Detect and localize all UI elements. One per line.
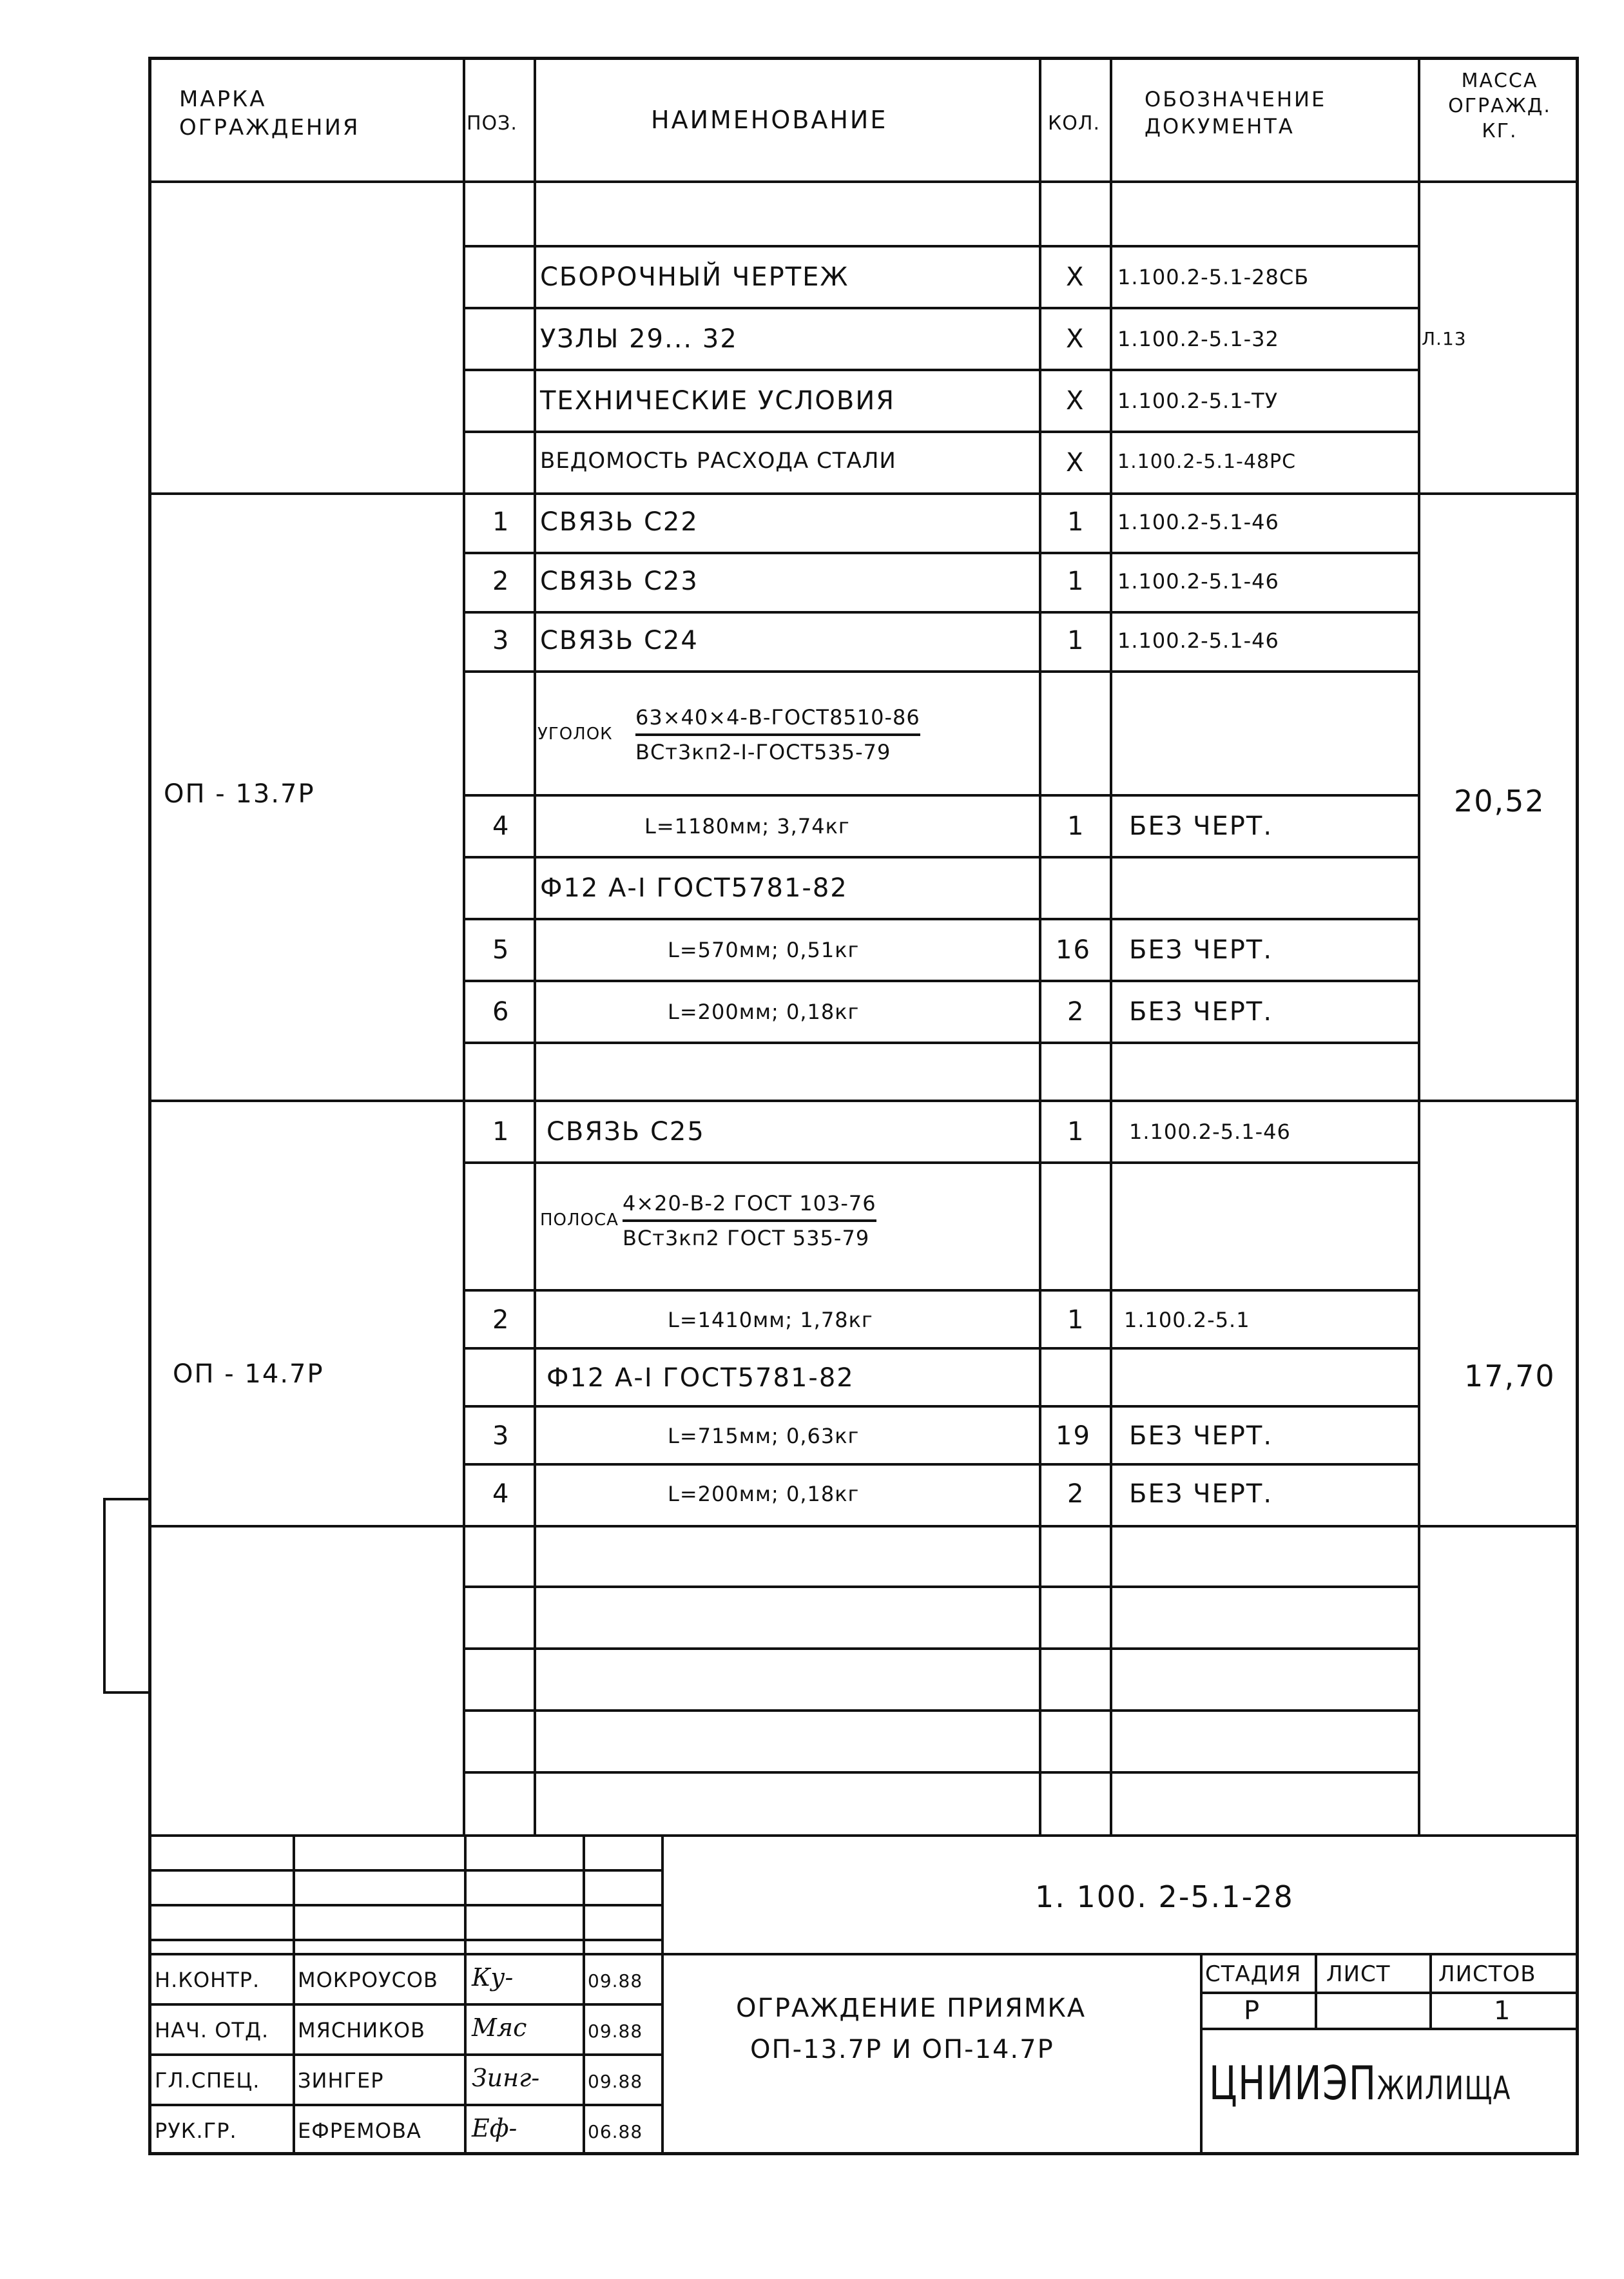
row-line — [463, 431, 1418, 433]
op137-row4-doc: БЕЗ ЧЕРТ. — [1129, 811, 1273, 841]
op147-row4-pos: 4 — [492, 1479, 510, 1509]
op147-row4-doc: БЕЗ ЧЕРТ. — [1129, 1479, 1273, 1509]
op137-row4-name: L=1180мм; 3,74кг — [644, 814, 850, 839]
tb-col-line — [1429, 1953, 1432, 2028]
person-role: ГЛ.СПЕЦ. — [155, 2068, 260, 2093]
stage-value: Р — [1244, 1996, 1261, 2026]
tb-col-line — [464, 1834, 467, 2155]
person-name: МОКРОУСОВ — [298, 1968, 438, 1992]
tb-col-line — [583, 1834, 585, 2155]
drawing-code: 1. 100. 2-5.1-28 — [1035, 1879, 1294, 1914]
general-doc-qty: Х — [1066, 262, 1085, 292]
section-line — [148, 1525, 1579, 1527]
tb-col-line — [1315, 1953, 1317, 2028]
person-role: Н.КОНТР. — [155, 1968, 260, 1992]
op147-rebar: Ф12 А-I ГОСТ5781-82 — [546, 1363, 855, 1393]
title-block-rev-line — [148, 1939, 664, 1941]
op137-row1-doc: 1.100.2-5.1-46 — [1117, 510, 1279, 534]
tb-col-line — [661, 1834, 664, 2155]
op147-row2-pos: 2 — [492, 1305, 510, 1335]
op137-row2-doc: 1.100.2-5.1-46 — [1117, 569, 1279, 594]
col-line-qty — [1110, 57, 1112, 1836]
op137-mass: 20,52 — [1454, 784, 1545, 819]
general-doc-qty: Х — [1066, 448, 1085, 478]
row-line — [463, 1161, 1418, 1164]
organization-sub: ЖИЛИЩА — [1377, 2070, 1512, 2107]
op137-row2-qty: 1 — [1067, 567, 1085, 596]
op137-row2-name: СВЯЗЬ С23 — [540, 567, 699, 596]
general-doc-code: 1.100.2-5.1-28СБ — [1117, 265, 1310, 289]
op137-row3-qty: 1 — [1067, 626, 1085, 655]
row-line — [463, 1463, 1418, 1466]
op147-strip-num: 4×20-В-2 ГОСТ 103-76 — [623, 1191, 876, 1222]
sheet-label: ЛИСТ — [1326, 1961, 1391, 1987]
row-line — [463, 245, 1418, 247]
op147-row2-doc: 1.100.2-5.1 — [1124, 1308, 1250, 1332]
op147-row1-doc: 1.100.2-5.1-46 — [1129, 1120, 1291, 1144]
op147-row3-qty: 19 — [1056, 1421, 1091, 1451]
op137-row1-name: СВЯЗЬ С22 — [540, 507, 699, 537]
sheets-value: 1 — [1494, 1996, 1512, 2026]
header-mass: МАССА ОГРАЖД. КГ. — [1448, 70, 1551, 142]
op147-row3-doc: БЕЗ ЧЕРТ. — [1129, 1421, 1273, 1451]
op137-row2-pos: 2 — [492, 567, 510, 596]
organization-main: ЦНИИЭП — [1209, 2056, 1377, 2110]
row-line — [463, 1771, 1418, 1774]
row-line — [463, 1586, 1418, 1588]
stage-value-line — [1200, 2028, 1579, 2030]
row-line — [463, 794, 1418, 797]
op147-row4-qty: 2 — [1067, 1479, 1085, 1509]
op147-row1-name: СВЯЗЬ С25 — [546, 1117, 705, 1147]
op137-row4-pos: 4 — [492, 811, 510, 841]
row-line — [463, 1709, 1418, 1712]
op147-row3-pos: 3 — [492, 1421, 510, 1451]
row-line — [463, 918, 1418, 920]
op137-row6-doc: БЕЗ ЧЕРТ. — [1129, 997, 1273, 1027]
op147-row2-name: L=1410мм; 1,78кг — [668, 1308, 873, 1332]
row-line — [463, 670, 1418, 673]
op137-row1-qty: 1 — [1067, 507, 1085, 537]
signature-1: Ку- — [472, 1963, 514, 1992]
general-doc-name: ВЕДОМОСТЬ РАСХОДА СТАЛИ — [540, 448, 896, 474]
col-line-doc — [1418, 57, 1420, 1836]
op137-angle-num: 63×40×4-В-ГОСТ8510-86 — [635, 705, 920, 736]
header-mark: МАРКА ОГРАЖДЕНИЯ — [179, 86, 360, 141]
op147-mark: ОП - 14.7Р — [173, 1359, 324, 1389]
row-line — [463, 1647, 1418, 1650]
row-line — [463, 1347, 1418, 1350]
op137-angle-profile — [537, 705, 920, 764]
person-date: 09.88 — [588, 2071, 643, 2092]
op147-strip-profile — [540, 1191, 876, 1250]
row-line — [463, 611, 1418, 614]
tb-col-line — [293, 1834, 295, 2155]
op147-strip-den: ВСт3кп2 ГОСТ 535-79 — [623, 1226, 870, 1250]
row-line — [463, 552, 1418, 554]
row-line — [463, 1289, 1418, 1292]
op137-angle-den: ВСт3кп2-I-ГОСТ535-79 — [635, 740, 891, 764]
signature-3: Зинг- — [472, 2064, 540, 2092]
margin-stub — [103, 1691, 148, 1694]
general-doc-code: 1.100.2-5.1-ТУ — [1117, 389, 1279, 413]
col-line-name — [1039, 57, 1041, 1836]
stage-label: СТАДИЯ — [1205, 1961, 1302, 1987]
header-bottom-line — [148, 180, 1579, 183]
signature-4: Еф- — [472, 2114, 517, 2142]
general-doc-qty: Х — [1066, 386, 1085, 416]
op137-row3-name: СВЯЗЬ С24 — [540, 626, 699, 655]
op137-row5-name: L=570мм; 0,51кг — [668, 938, 860, 962]
person-role: НАЧ. ОТД. — [155, 2018, 269, 2042]
margin-stub — [103, 1498, 106, 1691]
person-date: 06.88 — [588, 2121, 643, 2142]
drawing-frame — [148, 57, 1579, 2155]
drawing-title-line1: ОГРАЖДЕНИЕ ПРИЯМКА — [736, 1993, 1087, 2023]
header-doc: ОБОЗНАЧЕНИЕ ДОКУМЕНТА — [1145, 87, 1327, 139]
general-doc-name: ТЕХНИЧЕСКИЕ УСЛОВИЯ — [540, 386, 896, 416]
op137-mark: ОП - 13.7Р — [164, 779, 315, 809]
tb-col-line — [1200, 1953, 1203, 2155]
margin-stub — [103, 1498, 148, 1500]
stage-header-line — [1200, 1992, 1579, 1994]
header-name: НАИМЕНОВАНИЕ — [651, 106, 888, 134]
person-name: ЕФРЕМОВА — [298, 2119, 421, 2143]
title-block-person-line — [148, 2053, 664, 2056]
op137-row5-pos: 5 — [492, 935, 510, 965]
op137-row3-doc: 1.100.2-5.1-46 — [1117, 628, 1279, 653]
general-doc-code: 1.100.2-5.1-48РС — [1117, 451, 1297, 473]
general-doc-code: 1.100.2-5.1-32 — [1117, 327, 1279, 351]
title-block-rev-line — [148, 1869, 664, 1872]
general-mass-note: Л.13 — [1422, 328, 1467, 349]
op147-row1-pos: 1 — [492, 1117, 510, 1147]
title-block-person-line — [148, 2003, 664, 2006]
col-line-mark — [463, 57, 465, 1836]
row-line — [463, 369, 1418, 371]
title-block-rev-line — [148, 1904, 664, 1906]
person-date: 09.88 — [588, 2021, 643, 2042]
op137-row5-qty: 16 — [1056, 935, 1091, 965]
op147-row1-qty: 1 — [1067, 1117, 1085, 1147]
general-doc-qty: Х — [1066, 324, 1085, 354]
op147-mass: 17,70 — [1464, 1359, 1556, 1393]
general-doc-name: УЗЛЫ 29... 32 — [540, 324, 738, 354]
op137-row6-qty: 2 — [1067, 997, 1085, 1027]
person-role: РУК.ГР. — [155, 2119, 237, 2143]
title-block-mid — [148, 1953, 1579, 1955]
person-name: МЯСНИКОВ — [298, 2018, 426, 2042]
op137-rebar: Ф12 А-I ГОСТ5781-82 — [540, 873, 848, 903]
row-line — [463, 980, 1418, 982]
col-line-pos — [534, 57, 536, 1836]
row-line — [463, 856, 1418, 858]
op147-strip-label: ПОЛОСА — [540, 1210, 619, 1230]
row-line — [463, 1405, 1418, 1408]
op147-row3-name: L=715мм; 0,63кг — [668, 1424, 860, 1448]
op137-row3-pos: 3 — [492, 626, 510, 655]
title-block-top — [148, 1834, 1579, 1837]
sheets-label: ЛИСТОВ — [1438, 1961, 1536, 1987]
op137-row4-qty: 1 — [1067, 811, 1085, 841]
person-date: 09.88 — [588, 1970, 643, 1992]
row-line — [463, 307, 1418, 309]
row-line — [463, 1042, 1418, 1044]
signature-2: Мяс — [472, 2013, 527, 2042]
header-pos: ПОЗ. — [467, 112, 517, 135]
op137-row6-pos: 6 — [492, 997, 510, 1027]
op147-row2-qty: 1 — [1067, 1305, 1085, 1335]
section-line — [148, 492, 1579, 495]
section-line — [148, 1100, 1579, 1102]
op137-row5-doc: БЕЗ ЧЕРТ. — [1129, 935, 1273, 965]
op137-angle-label: УГОЛОК — [537, 724, 613, 744]
title-block-person-line — [148, 2104, 664, 2106]
header-qty: КОЛ. — [1048, 112, 1101, 135]
organization-name — [1209, 2056, 1511, 2110]
general-doc-name: СБОРОЧНЫЙ ЧЕРТЕЖ — [540, 262, 849, 292]
drawing-title-line2: ОП-13.7Р И ОП-14.7Р — [750, 2035, 1054, 2064]
op147-row4-name: L=200мм; 0,18кг — [668, 1482, 860, 1506]
person-name: ЗИНГЕР — [298, 2068, 384, 2093]
op137-row6-name: L=200мм; 0,18кг — [668, 1000, 860, 1024]
op137-row1-pos: 1 — [492, 507, 510, 537]
